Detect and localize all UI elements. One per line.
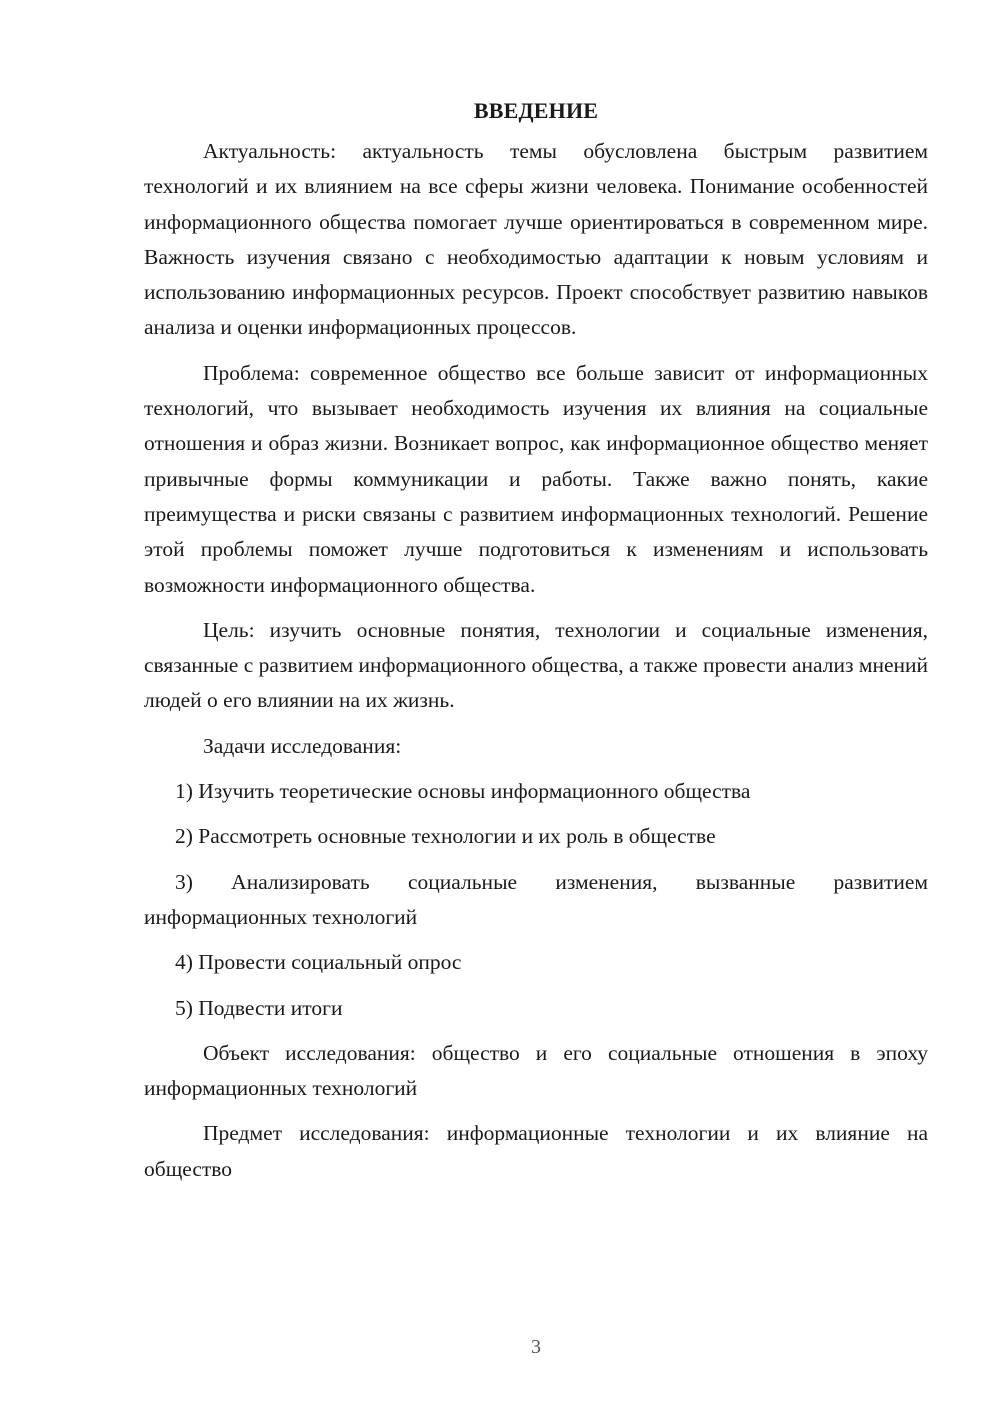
tasks-list xyxy=(144,774,928,1026)
problem-paragraph: Проблема: современное общество все больше зависит от информационных технологий, что вызывает необходимость изучения их влияния на социальные отношения и образ жизни. Возникает вопрос, как информационное общество меняет привычные формы коммуникации и работы. Также важно понять, какие преимущества и риски связаны с развитием информационных технологий. Решение этой проблемы поможет лучше подготовиться к изменениям и использовать возможности информационного общества. xyxy=(144,360,928,597)
subject-paragraph: Предмет исследования: информационные технологии и их влияние на общество xyxy=(144,1121,928,1181)
goal-paragraph: Цель: изучить основные понятия, технологии и социальные изменения, связанные с развитием информационного общества, а также провести анализ мнений людей о его влиянии на их жизнь. xyxy=(144,617,929,713)
task-item: 3) Анализировать социальные изменения, вызванные развитием информационных технологий xyxy=(144,869,928,929)
task-item: 1) Изучить теоретические основы информационного общества xyxy=(175,779,751,804)
task-item: 4) Провести социальный опрос xyxy=(175,950,462,975)
page-content xyxy=(144,96,928,1197)
page-number: 3 xyxy=(531,1336,541,1358)
page-title: ВВЕДЕНИЕ xyxy=(473,98,599,123)
object-paragraph: Объект исследования: общество и его социальные отношения в эпоху информационных технологий xyxy=(144,1040,928,1101)
relevance-paragraph: Актуальность: актуальность темы обусловлена быстрым развитием технологий и их влиянием на все сферы жизни человека. Понимание особенностей информационного общества помогает лучше ориентироваться в современном мире. Важность изучения связано с необходимостью адаптации к новым условиям и использованию информационных ресурсов. Проект способствует развитию навыков анализа и оценки информационных процессов. xyxy=(144,139,928,340)
task-item: 2) Рассмотреть основные технологии и их роль в обществе xyxy=(175,824,716,849)
tasks-heading: Задачи исследования: xyxy=(203,733,402,758)
task-item: 5) Подвести итоги xyxy=(175,995,343,1020)
